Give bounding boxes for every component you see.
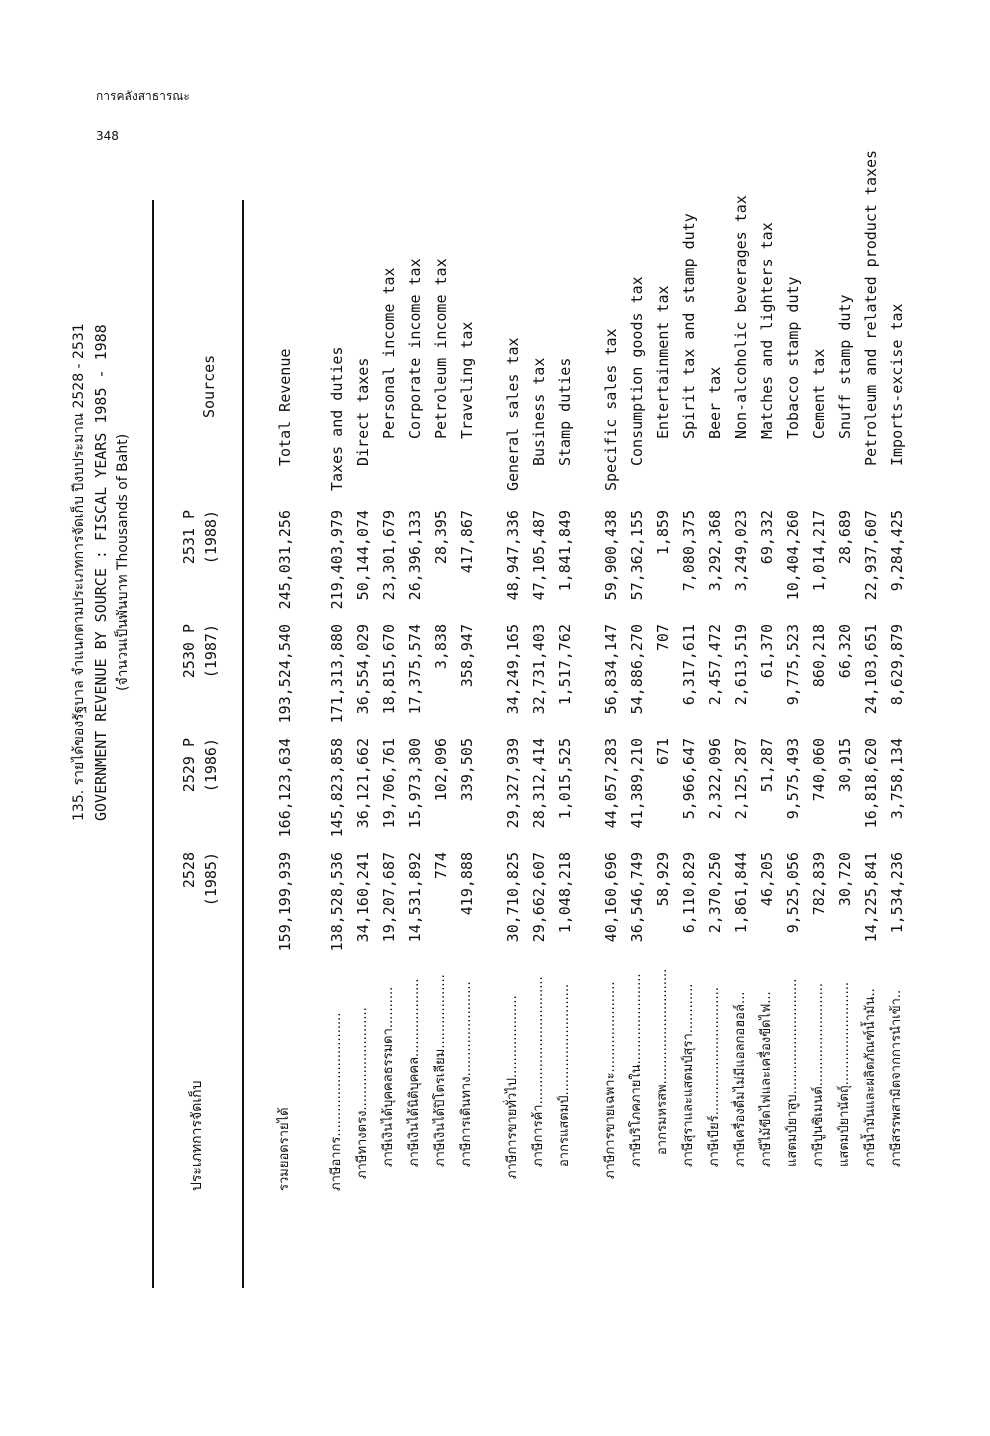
cell-2531: 28,689 [836, 510, 854, 565]
cell-2530: 3,838 [432, 624, 450, 670]
cell-2528: 138,528,536 [328, 852, 346, 952]
row-label-english: Taxes and duties [328, 346, 346, 491]
cell-2529: 671 [654, 738, 672, 766]
row-label-english: Snuff stamp duty [836, 294, 854, 439]
cell-2530: 54,886,270 [628, 624, 646, 715]
cell-2528: 14,225,841 [862, 852, 880, 943]
row-label-thai: ภาษีการค้า............................... [531, 976, 546, 1167]
column-header-2530 [178, 624, 222, 736]
row-label-english: Tobacco stamp duty [784, 276, 802, 439]
table-row [350, 0, 376, 1436]
cell-2529: 2,125,287 [732, 738, 750, 820]
cell-2528: 46,205 [758, 852, 776, 907]
row-label-thai: แสตมป์ยานัตถุ์......................... [837, 981, 852, 1167]
row-label-english: Business tax [530, 357, 548, 466]
cell-2529: 339,505 [458, 738, 476, 802]
cell-2530: 61,370 [758, 624, 776, 679]
row-label-english: Personal income tax [380, 267, 398, 439]
table-row [376, 0, 402, 1436]
column-year-ce: (1986) [202, 738, 220, 793]
table-row [858, 0, 884, 1436]
cell-2531: 1,841,849 [556, 510, 574, 592]
row-label-thai: ภาษีทางตรง......................... [355, 1007, 370, 1179]
row-label-english: Entertainment tax [654, 285, 672, 439]
row-label-english: Non-alcoholic beverages tax [732, 195, 750, 439]
row-label-english: Direct taxes [354, 357, 372, 466]
row-label-thai: ภาษีอากร.............................. [329, 1012, 344, 1191]
row-label-english: Corporate income tax [406, 258, 424, 439]
cell-2528: 14,531,892 [406, 852, 424, 943]
cell-2530: 171,313,880 [328, 624, 346, 724]
row-label-thai: ภาษีเงินได้ปิโตรเลียม.................. [433, 974, 448, 1167]
cell-2529: 28,312,414 [530, 738, 548, 829]
cell-2530: 193,524,540 [276, 624, 294, 724]
row-label-english: Imports-excise tax [888, 303, 906, 466]
cell-2530: 36,554,029 [354, 624, 372, 715]
table-row [526, 0, 552, 1436]
cell-2530: 1,517,762 [556, 624, 574, 706]
cell-2528: 30,710,825 [504, 852, 522, 943]
cell-2531: 22,937,607 [862, 510, 880, 601]
cell-2531: 245,031,256 [276, 510, 294, 610]
cell-2531: 28,395 [432, 510, 450, 565]
row-label-english: General sales tax [504, 337, 522, 491]
cell-2529: 9,575,493 [784, 738, 802, 820]
column-year: 2530 P [180, 624, 198, 679]
cell-2530: 860,218 [810, 624, 828, 688]
table-row [728, 0, 754, 1436]
cell-2531: 69,332 [758, 510, 776, 565]
cell-2529: 102,096 [432, 738, 450, 802]
cell-2530: 34,249,165 [504, 624, 522, 715]
table-row [402, 0, 428, 1436]
cell-2530: 66,320 [836, 624, 854, 679]
cell-2530: 707 [654, 624, 672, 652]
table-row [754, 0, 780, 1436]
cell-2530: 24,103,651 [862, 624, 880, 715]
cell-2529: 2,322,096 [706, 738, 724, 820]
cell-2531: 48,947,336 [504, 510, 522, 601]
row-label-thai: รวมยอดรายได้ [277, 1107, 292, 1191]
column-header-2528 [178, 852, 222, 964]
cell-2531: 3,249,023 [732, 510, 750, 592]
cell-2528: 9,525,056 [784, 852, 802, 934]
row-label-thai: ภาษีสุราและแสตมป์สุรา............ [681, 983, 696, 1167]
column-header-2529 [178, 738, 222, 850]
column-year: 2529 P [180, 738, 198, 793]
cell-2531: 3,292,368 [706, 510, 724, 592]
cell-2528: 2,370,250 [706, 852, 724, 934]
table-row [702, 0, 728, 1436]
cell-2530: 17,375,574 [406, 624, 424, 715]
column-year-ce: (1988) [202, 510, 220, 565]
cell-2528: 1,048,218 [556, 852, 574, 934]
cell-2531: 59,900,438 [602, 510, 620, 601]
table-row [552, 0, 578, 1436]
cell-2531: 57,362,155 [628, 510, 646, 601]
row-label-thai: ภาษีเครื่องดื่มไม่มีแอลกอฮอล์... [733, 991, 748, 1167]
table-row [832, 0, 858, 1436]
row-label-thai: อากรมหรสพ............................ [655, 968, 670, 1155]
table-row-total [272, 0, 298, 1436]
row-label-thai: ภาษีเบียร์............................... [707, 987, 722, 1167]
table-row [650, 0, 676, 1436]
row-label-english: Spirit tax and stamp duty [680, 213, 698, 439]
column-year: 2528 [180, 852, 198, 889]
cell-2531: 1,014,217 [810, 510, 828, 592]
page-number: 348 [96, 129, 119, 143]
row-label-english: Beer tax [706, 366, 724, 439]
table-title-english: GOVERNMENT REVENUE BY SOURCE : FISCAL YEARS 1985 - 1988 [92, 324, 110, 821]
cell-2529: 30,915 [836, 738, 854, 793]
table-row [324, 0, 350, 1436]
row-label-thai: ภาษีการเดินทาง....................... [459, 981, 474, 1167]
table-row [500, 0, 526, 1436]
row-label-english: Cement tax [810, 348, 828, 439]
table-row [624, 0, 650, 1436]
cell-2531: 219,403,979 [328, 510, 346, 610]
row-label-english: Total Revenue [276, 348, 294, 466]
cell-2529: 5,966,647 [680, 738, 698, 820]
cell-2530: 358,947 [458, 624, 476, 688]
row-label-thai: ภาษีสรรพสามิตจากการนำเข้า.. [889, 989, 904, 1167]
row-label-english: Petroleum and related product taxes [862, 149, 880, 466]
book-title: การคลังสาธารณะ [96, 89, 190, 103]
row-label-thai: ภาษีไม้ขีดไฟและเครื่องขีดไฟ... [759, 991, 774, 1167]
cell-2529: 145,823,858 [328, 738, 346, 838]
cell-2529: 15,973,300 [406, 738, 424, 829]
header-rule [242, 200, 244, 1288]
cell-2530: 9,775,523 [784, 624, 802, 706]
cell-2529: 3,758,134 [888, 738, 906, 820]
row-label-english: Consumption goods tax [628, 276, 646, 466]
cell-2529: 44,057,283 [602, 738, 620, 829]
cell-2528: 29,662,607 [530, 852, 548, 943]
cell-2530: 6,317,611 [680, 624, 698, 706]
cell-2529: 166,123,634 [276, 738, 294, 838]
cell-2528: 30,720 [836, 852, 854, 907]
cell-2531: 10,404,260 [784, 510, 802, 601]
cell-2531: 26,396,133 [406, 510, 424, 601]
cell-2529: 51,287 [758, 738, 776, 793]
cell-2528: 419,888 [458, 852, 476, 916]
cell-2530: 56,834,147 [602, 624, 620, 715]
column-header-thai: ประเภทการจัดเก็บ [189, 1080, 205, 1191]
cell-2529: 36,121,662 [354, 738, 372, 829]
table-row [598, 0, 624, 1436]
row-label-english: Stamp duties [556, 357, 574, 466]
row-label-english: Petroleum income tax [432, 258, 450, 439]
row-label-thai: ภาษีการขายเฉพาะ...................... [603, 981, 618, 1179]
cell-2530: 2,457,472 [706, 624, 724, 706]
table-unit: (จำนวนเป็นพันบาท Thousands of Baht) [115, 433, 131, 691]
cell-2528: 58,929 [654, 852, 672, 907]
cell-2529: 29,327,939 [504, 738, 522, 829]
cell-2529: 19,706,761 [380, 738, 398, 829]
table-row [884, 0, 910, 1436]
table-title-thai: 135. รายได้ของรัฐบาล จำแนกตามประเภทการจัดเก็บ ปีงบประมาณ 2528 - 2531 [71, 323, 87, 821]
cell-2528: 34,160,241 [354, 852, 372, 943]
cell-2530: 8,629,879 [888, 624, 906, 706]
cell-2528: 159,199,939 [276, 852, 294, 952]
cell-2531: 50,144,074 [354, 510, 372, 601]
cell-2530: 2,613,519 [732, 624, 750, 706]
table-row [676, 0, 702, 1436]
cell-2528: 19,207,687 [380, 852, 398, 943]
top-rule [152, 200, 154, 1288]
column-header-2531 [178, 510, 222, 622]
cell-2530: 32,731,403 [530, 624, 548, 715]
row-label-english: Traveling tax [458, 321, 476, 439]
row-label-thai: ภาษีการขายทั่วไป.................... [505, 995, 520, 1179]
column-year: 2531 P [180, 510, 198, 565]
row-label-thai: ภาษีเงินได้นิติบุคคล................... [407, 978, 422, 1167]
cell-2531: 23,301,679 [380, 510, 398, 601]
column-year-ce: (1987) [202, 624, 220, 679]
cell-2529: 41,389,210 [628, 738, 646, 829]
table-row [428, 0, 454, 1436]
row-label-thai: ภาษีน้ำมันและผลิตภัณฑ์น้ำมัน.. [863, 988, 878, 1167]
row-label-thai: อากรแสตมป์........................... [557, 983, 572, 1167]
cell-2530: 18,815,670 [380, 624, 398, 715]
cell-2531: 417,867 [458, 510, 476, 574]
cell-2531: 7,080,375 [680, 510, 698, 592]
row-label-thai: ภาษีบริโภคภายใน...................... [629, 973, 644, 1167]
cell-2528: 1,861,844 [732, 852, 750, 934]
cell-2528: 6,110,829 [680, 852, 698, 934]
row-label-thai: ภาษีปูนซิเมนต์......................... [811, 982, 826, 1167]
cell-2528: 774 [432, 852, 450, 880]
cell-2531: 47,105,487 [530, 510, 548, 601]
cell-2531: 9,284,425 [888, 510, 906, 592]
cell-2528: 40,160,696 [602, 852, 620, 943]
cell-2528: 1,534,236 [888, 852, 906, 934]
cell-2529: 1,015,525 [556, 738, 574, 820]
row-label-english: Matches and lighters tax [758, 222, 776, 439]
column-year-ce: (1985) [202, 852, 220, 907]
cell-2531: 1,859 [654, 510, 672, 556]
row-label-english: Specific sales tax [602, 328, 620, 491]
row-label-thai: แสตมป์ยาสูบ............................ [785, 978, 800, 1167]
table-title [68, 323, 134, 821]
table-row [454, 0, 480, 1436]
cell-2529: 740,060 [810, 738, 828, 802]
table-row [806, 0, 832, 1436]
table-row [780, 0, 806, 1436]
cell-2528: 782,839 [810, 852, 828, 916]
column-header-sources: Sources [200, 354, 218, 418]
cell-2529: 16,818,620 [862, 738, 880, 829]
cell-2528: 36,546,749 [628, 852, 646, 943]
row-label-thai: ภาษีเงินได้บุคคลธรรมดา.......... [381, 986, 396, 1167]
